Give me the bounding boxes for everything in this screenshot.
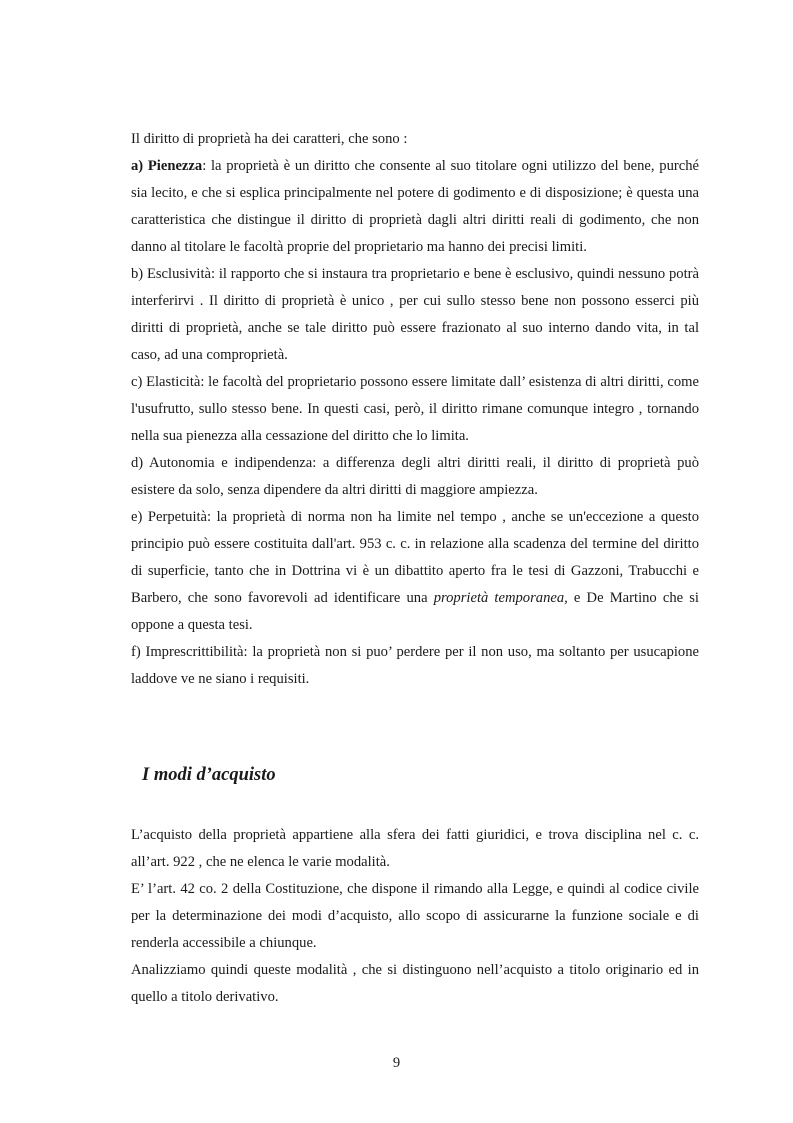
characteristic-item: f) Imprescrittibilità: la proprietà non si puo’ perdere per il non uso, ma soltanto per usucapione laddove ve ne siano i requisiti.: [131, 644, 699, 687]
acquisition-section: [131, 822, 699, 1011]
characteristic-item: [131, 504, 699, 639]
characteristic-item: d) Autonomia e indipendenza: a differenza degli altri diritti reali, il diritto di proprietà può esistere da solo, senza dipendere da altri diritti di maggiore ampiezza.: [131, 455, 699, 498]
characteristic-text: e De Martino che si oppone a questa tesi.: [131, 590, 699, 633]
intro-paragraph: Il diritto di proprietà ha dei caratteri, che sono :: [131, 131, 408, 147]
characteristic-item: [131, 153, 699, 261]
body-paragraph: Analizziamo quindi queste modalità , che si distinguono nell’acquisto a titolo originario ed in quello a titolo derivativo.: [131, 962, 699, 1005]
body-paragraph: E’ l’art. 42 co. 2 della Costituzione, che dispone il rimando alla Legge, e quindi al codice civile per la determinazione dei modi d’acquisto, allo scopo di assicurarne la funzione sociale e di renderla accessibile a chiunque.: [131, 881, 699, 951]
characteristic-text: e) Perpetuità: la proprietà di norma non ha limite nel tempo , anche se un'eccezione a questo principio può essere costituita dall'art. 953 c. c. in relazione alla scadenza del termine del diritto di superficie, tanto che in Dottrina vi è un dibattito aperto fra le tesi di Gazzoni, Trabucchi e Barbero, che sono favorevoli ad identificare una: [131, 509, 699, 606]
characteristics-section: [131, 126, 699, 693]
characteristic-text: : la proprietà è un diritto che consente al suo titolare ogni utilizzo del bene, purché sia lecito, e che si esplica principalmente nel potere di godimento e di disposizione; è questa una caratteristica che distingue il diritto di proprietà dagli altri diritti reali di godimento, che non danno al titolare le facoltà proprie del proprietario ma hanno dei precisi limiti.: [131, 158, 699, 255]
section-heading: I modi d’acquisto: [142, 765, 276, 785]
characteristic-item: c) Elasticità: le facoltà del proprietario possono essere limitate dall’ esistenza di altri diritti, come l'usufrutto, sullo stesso bene. In questi casi, però, il diritto rimane comunque integro , tornando nella sua pienezza alla cessazione del diritto che lo limita.: [131, 374, 699, 444]
body-paragraph: L’acquisto della proprietà appartiene alla sfera dei fatti giuridici, e trova disciplina nel c. c. all’art. 922 , che ne elenca le varie modalità.: [131, 827, 699, 870]
emphasized-term: proprietà temporanea,: [433, 590, 568, 606]
characteristic-label: a) Pienezza: [131, 158, 203, 174]
page-number: 9: [392, 1055, 401, 1071]
characteristic-item: b) Esclusività: il rapporto che si instaura tra proprietario e bene è esclusivo, quindi nessuno potrà interferirvi . Il diritto di proprietà è unico , per cui sullo stesso bene non possono esserci più diritti di proprietà, anche se tale diritto può essere frazionato al suo interno dando vita, in tal caso, ad una comproprietà.: [131, 266, 699, 363]
